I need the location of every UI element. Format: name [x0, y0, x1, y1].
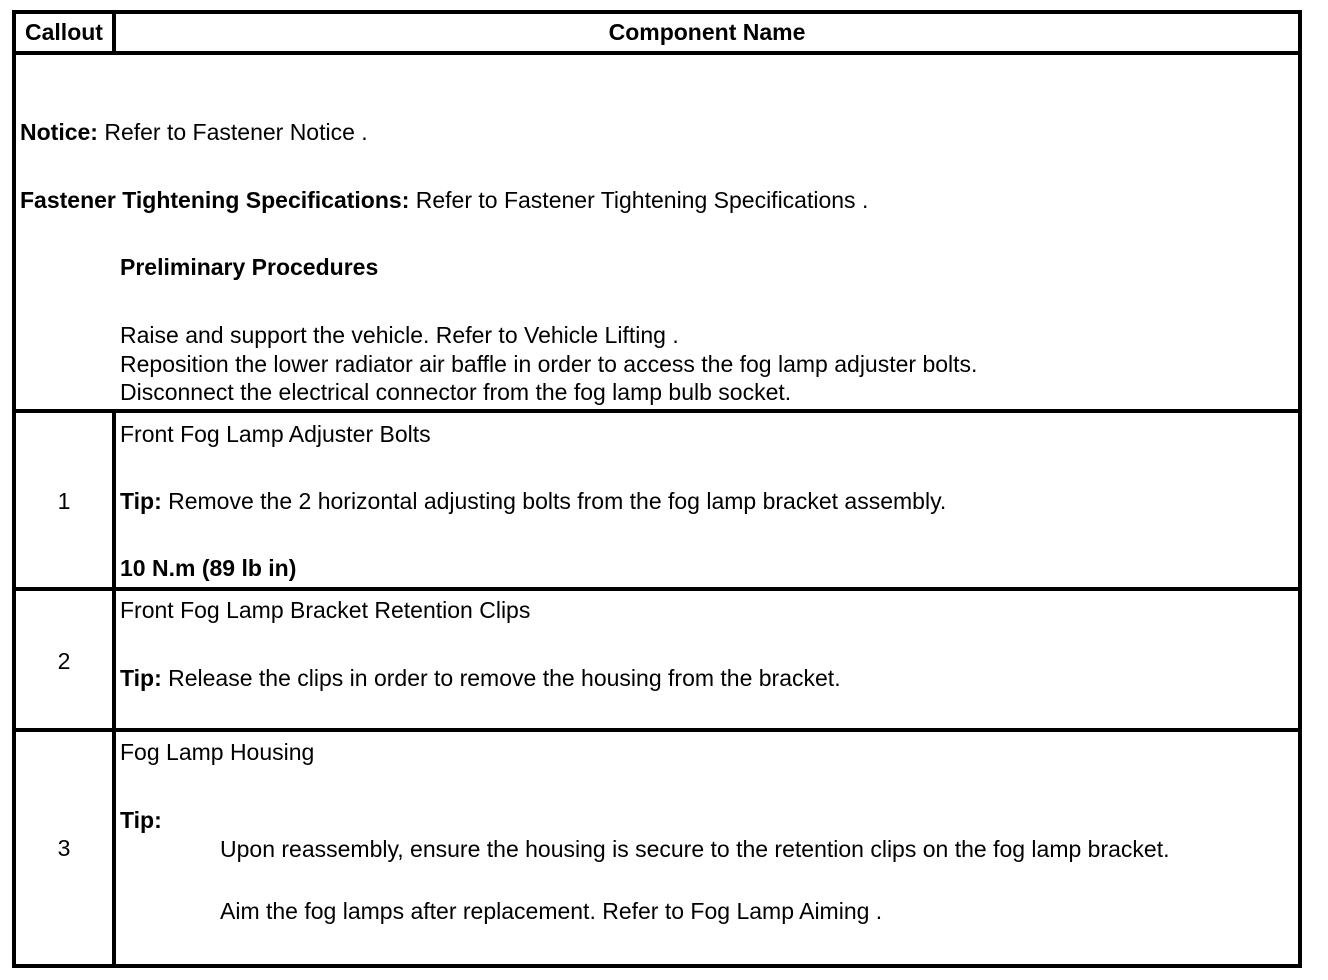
preliminary-step: Reposition the lower radiator air baffle in order to access the fog lamp adjuster bolts.: [120, 351, 978, 377]
row-divider: [12, 728, 1302, 732]
column-divider: [112, 409, 116, 968]
preliminary-step: Raise and support the vehicle. Refer to Vehicle Lifting .: [120, 322, 679, 348]
tip-text: Remove the 2 horizontal adjusting bolts from the fog lamp bracket assembly.: [161, 488, 947, 514]
preliminary-step: Disconnect the electrical connector from the fog lamp bulb socket.: [120, 379, 792, 405]
row-divider: [12, 587, 1302, 591]
fastener-spec-text: Refer to Fastener Tightening Specifications .: [409, 187, 869, 213]
component-name: Front Fog Lamp Bracket Retention Clips: [120, 597, 531, 623]
tip-text: Release the clips in order to remove the housing from the bracket.: [161, 665, 841, 691]
tip-text: Aim the fog lamps after replacement. Refer to Fog Lamp Aiming .: [220, 898, 883, 924]
header-component-name: Component Name: [608, 19, 806, 45]
callout-number: 2: [57, 648, 71, 674]
component-name: Front Fog Lamp Adjuster Bolts: [120, 421, 431, 447]
notice-line: [20, 118, 368, 146]
tip-text: Upon reassembly, ensure the housing is secure to the retention clips on the fog lamp bracket.: [220, 836, 1170, 862]
tip-label: Tip:: [120, 807, 162, 833]
header-divider: [12, 51, 1302, 55]
row-divider: [12, 409, 1302, 413]
component-name: Fog Lamp Housing: [120, 739, 315, 765]
callout-number: 3: [57, 835, 71, 861]
tip-line: [120, 664, 841, 692]
notice-label: Notice:: [20, 119, 98, 145]
tip-line: [120, 487, 946, 515]
fastener-spec-label: Fastener Tightening Specifications:: [20, 187, 410, 213]
preliminary-procedures-heading: Preliminary Procedures: [120, 254, 379, 280]
fastener-spec-line: [20, 186, 868, 214]
torque-spec: 10 N.m (89 lb in): [120, 555, 297, 581]
tip-label: Tip:: [120, 488, 162, 514]
callout-number: 1: [57, 488, 71, 514]
tip-label: Tip:: [120, 665, 162, 691]
header-callout: Callout: [25, 19, 103, 45]
notice-text: Refer to Fastener Notice .: [97, 119, 368, 145]
